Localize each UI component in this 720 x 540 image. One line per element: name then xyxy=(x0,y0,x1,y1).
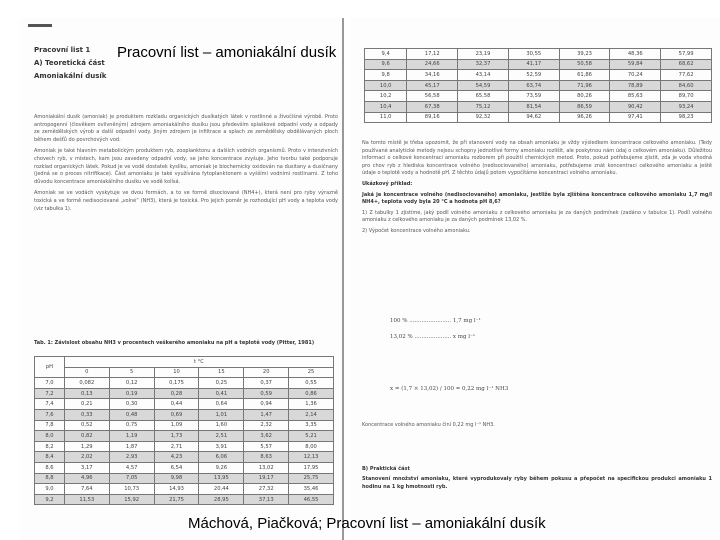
table-cell: 98,23 xyxy=(661,112,712,123)
practical-text: Stanovení množství amoniaku, které vyprodukovaly ryby během pokusu a přepočet na specifickou produkci amoniaku 1 hodinu na 1 kg hmotnosti ryb. xyxy=(362,476,712,490)
theory-text xyxy=(34,114,338,217)
table-header-row xyxy=(35,367,334,378)
table-cell: 4,96 xyxy=(64,473,109,484)
table-cell: 0,37 xyxy=(244,378,289,389)
table-cell: 71,96 xyxy=(559,80,610,91)
table-cell: 0,33 xyxy=(64,409,109,420)
table-cell: 3,91 xyxy=(199,441,244,452)
table-row xyxy=(35,494,334,505)
table-body xyxy=(35,378,334,505)
table-cell: 50,58 xyxy=(559,59,610,70)
table-cell: 41,17 xyxy=(508,59,559,70)
table-cell: 8,00 xyxy=(289,441,334,452)
table-row xyxy=(365,59,712,70)
table-cell: 24,66 xyxy=(407,59,458,70)
proportion-line-1: 100 % ........................ 1,7 mg l⁻¹ xyxy=(390,318,481,324)
table-row xyxy=(35,473,334,484)
table-cell: 7,8 xyxy=(35,420,65,431)
table-cell: 57,99 xyxy=(661,49,712,60)
slide-title: Pracovní list – amoniakální dusík xyxy=(117,44,337,61)
table-row xyxy=(35,484,334,495)
table-cell: 25,75 xyxy=(289,473,334,484)
table-cell: 3,35 xyxy=(289,420,334,431)
table-cell: 1,47 xyxy=(244,409,289,420)
table-cell: 0,175 xyxy=(154,378,199,389)
proportion-line-2: 13,02 % ..................... x mg l⁻¹ xyxy=(390,334,476,340)
table-cell: 1,36 xyxy=(289,399,334,410)
table-row xyxy=(365,91,712,102)
table-cell: 0,55 xyxy=(289,378,334,389)
table-cell: 0,13 xyxy=(64,388,109,399)
paragraph: Amoniak se ve vodách vyskytuje ve dvou formách, a to ve formě disociované (NH4+), která není pro ryby výrazně toxická a ve formě nedisociované „volné“ (NH3), která je toxická. Pro jejich poměr je rozhodující pH vody a teplota vody (viz tabulka 1). xyxy=(34,190,338,212)
practical-heading: B) Praktická část xyxy=(362,466,410,472)
table-row xyxy=(365,112,712,123)
table-cell: 48,36 xyxy=(610,49,661,60)
table-cell: 13,95 xyxy=(199,473,244,484)
section-heading: A) Teoretická část xyxy=(34,59,105,67)
table-cell: 84,60 xyxy=(661,80,712,91)
table-cell: 54,59 xyxy=(458,80,509,91)
topic-heading: Amoniakální dusík xyxy=(34,72,107,80)
table-cell: 52,59 xyxy=(508,70,559,81)
table-cell: 10,73 xyxy=(109,484,154,495)
table-cell: 2,02 xyxy=(64,452,109,463)
table-cell: 27,32 xyxy=(244,484,289,495)
table-header-cell: pH xyxy=(35,357,65,378)
table-cell: 78,89 xyxy=(610,80,661,91)
step-one: 1) Z tabulky 1 zjistíme, jaký podíl volného amoniaku z celkového amoniaku je za daných podmínek (zadáno v tabulce 1). Podíl volného amoniaku z celkového amoniaku je za daných podmínek 13,02 %. xyxy=(362,209,712,224)
table-cell: 8,8 xyxy=(35,473,65,484)
table-cell: 0,64 xyxy=(199,399,244,410)
table-body xyxy=(365,49,712,123)
table-row xyxy=(365,49,712,60)
table-cell: 67,38 xyxy=(407,101,458,112)
table-row xyxy=(35,399,334,410)
table-cell: 59,84 xyxy=(610,59,661,70)
table-cell: 1,73 xyxy=(154,431,199,442)
table-cell: 46,55 xyxy=(289,494,334,505)
table-cell: 1,19 xyxy=(109,431,154,442)
table-cell: 9,26 xyxy=(199,462,244,473)
table-cell: 2,14 xyxy=(289,409,334,420)
table-cell: 89,70 xyxy=(661,91,712,102)
table-cell: 92,32 xyxy=(458,112,509,123)
table-caption: Tab. 1: Závislost obsahu NH3 v procentech veškerého amoniaku na pH a teplotě vody (Pitter, 1981) xyxy=(34,340,315,346)
table-header-cell: 10 xyxy=(154,367,199,378)
table-cell: 0,86 xyxy=(289,388,334,399)
table-cell: 61,86 xyxy=(559,70,610,81)
worksheet-number: Pracovní list 1 xyxy=(34,46,91,54)
table-cell: 80,26 xyxy=(559,91,610,102)
table-row xyxy=(35,409,334,420)
table-cell: 7,0 xyxy=(35,378,65,389)
table-cell: 7,05 xyxy=(109,473,154,484)
table-cell: 0,25 xyxy=(199,378,244,389)
table-cell: 0,59 xyxy=(244,388,289,399)
table-cell: 63,74 xyxy=(508,80,559,91)
table-cell: 2,93 xyxy=(109,452,154,463)
table-cell: 6,54 xyxy=(154,462,199,473)
table-cell: 17,95 xyxy=(289,462,334,473)
table-header-cell: 20 xyxy=(244,367,289,378)
table-row xyxy=(365,70,712,81)
left-worksheet-page xyxy=(20,18,344,540)
table-cell: 65,58 xyxy=(458,91,509,102)
table-cell: 5,21 xyxy=(289,431,334,442)
table-cell: 3,62 xyxy=(244,431,289,442)
table-cell: 0,082 xyxy=(64,378,109,389)
table-cell: 0,75 xyxy=(109,420,154,431)
table-cell: 1,60 xyxy=(199,420,244,431)
table-cell: 23,19 xyxy=(458,49,509,60)
table-cell: 14,93 xyxy=(154,484,199,495)
table-header-row xyxy=(35,357,334,368)
table-cell: 19,17 xyxy=(244,473,289,484)
table-row xyxy=(35,431,334,442)
table-cell: 11,53 xyxy=(64,494,109,505)
table-cell: 10,0 xyxy=(365,80,407,91)
table-cell: 32,37 xyxy=(458,59,509,70)
step-two: 2) Výpočet koncentrace volného amoniaku. xyxy=(362,227,471,234)
table-cell: 0,69 xyxy=(154,409,199,420)
table-cell: 0,19 xyxy=(109,388,154,399)
table-cell: 11,0 xyxy=(365,112,407,123)
table-cell: 77,62 xyxy=(661,70,712,81)
calculation-formula: x = (1,7 × 13,02) / 100 = 0,22 mg l⁻¹ NH3 xyxy=(390,386,509,392)
table-cell: 4,57 xyxy=(109,462,154,473)
table-cell: 1,29 xyxy=(64,441,109,452)
table-row xyxy=(365,101,712,112)
table-cell: 0,82 xyxy=(64,431,109,442)
table-cell: 1,01 xyxy=(199,409,244,420)
table-cell: 0,12 xyxy=(109,378,154,389)
table-cell: 81,54 xyxy=(508,101,559,112)
table-cell: 94,62 xyxy=(508,112,559,123)
table-cell: 2,51 xyxy=(199,431,244,442)
table-cell: 8,4 xyxy=(35,452,65,463)
table-cell: 70,24 xyxy=(610,70,661,81)
table-cell: 20,44 xyxy=(199,484,244,495)
table-cell: 7,4 xyxy=(35,399,65,410)
table-cell: 10,4 xyxy=(365,101,407,112)
table-cell: 89,16 xyxy=(407,112,458,123)
table-cell: 0,41 xyxy=(199,388,244,399)
table-cell: 37,13 xyxy=(244,494,289,505)
example-heading: Ukázkový příklad: xyxy=(362,180,413,187)
table-cell: 0,30 xyxy=(109,399,154,410)
ammonia-table-continued xyxy=(364,48,712,123)
table-cell: 39,23 xyxy=(559,49,610,60)
table-cell: 86,59 xyxy=(559,101,610,112)
table-cell: 1,09 xyxy=(154,420,199,431)
table-cell: 68,62 xyxy=(661,59,712,70)
table-cell: 9,8 xyxy=(365,70,407,81)
table-cell: 9,98 xyxy=(154,473,199,484)
table-cell: 0,52 xyxy=(64,420,109,431)
table-cell: 1,87 xyxy=(109,441,154,452)
result-text: Koncentrace volného amoniaku činí 0,22 mg l⁻¹ NH3. xyxy=(362,422,495,428)
table-row xyxy=(35,378,334,389)
table-cell: 8,6 xyxy=(35,462,65,473)
table-cell: 2,32 xyxy=(244,420,289,431)
table-cell: 12,13 xyxy=(289,452,334,463)
table-header-cell: 15 xyxy=(199,367,244,378)
table-cell: 17,12 xyxy=(407,49,458,60)
table-cell: 30,55 xyxy=(508,49,559,60)
table-row xyxy=(35,462,334,473)
example-question: Jaká je koncentrace volného (nedisociovaného) amoniaku, jestliže byla zjištěna koncentrace celkového amoniaku 1,7 mg/l NH4+, teplota vody byla 20 °C a hodnota pH 8,6? xyxy=(362,191,712,206)
table-header-temp: t °C xyxy=(64,357,333,368)
table-cell: 2,71 xyxy=(154,441,199,452)
table-cell: 75,12 xyxy=(458,101,509,112)
scan-mark xyxy=(28,24,52,27)
table-cell: 43,14 xyxy=(458,70,509,81)
table-cell: 0,48 xyxy=(109,409,154,420)
worksheet-headings xyxy=(34,46,106,85)
explanation-text xyxy=(362,140,712,239)
table-header-cell: 5 xyxy=(109,367,154,378)
table-cell: 0,94 xyxy=(244,399,289,410)
table-row xyxy=(365,80,712,91)
table-cell: 97,41 xyxy=(610,112,661,123)
table-cell: 56,58 xyxy=(407,91,458,102)
table-cell: 8,0 xyxy=(35,431,65,442)
table-cell: 8,63 xyxy=(244,452,289,463)
table-cell: 10,2 xyxy=(365,91,407,102)
table-cell: 7,2 xyxy=(35,388,65,399)
table-row xyxy=(35,388,334,399)
table-row xyxy=(35,441,334,452)
table-cell: 9,6 xyxy=(365,59,407,70)
table-cell: 96,26 xyxy=(559,112,610,123)
table-cell: 28,95 xyxy=(199,494,244,505)
table-cell: 21,75 xyxy=(154,494,199,505)
table-cell: 13,02 xyxy=(244,462,289,473)
paragraph: Na tomto místě je třeba upozornit, že při stanovení vody na obsah amoniaku je vždy výsledkem koncentrace celkového amoniaku. (Tedy používané analytické metody nejsou schopny jednotlivé formy amoniaku rozlišit, ale poskytnou nám údaj o celkovém amoniaku). Důležitou informaci o celkové koncentraci amoniaku rozborem při použití chemických metod. Proto, pokud potřebujeme zjistit, zda je voda vhodná pro chov ryb z hlediska koncentrace volného (nedisociovaného) amoniaku, potřebujeme znát koncentraci celkového amoniaku a ještě údaje o teplotě vody a hodnotě pH. Z těchto údajů potom vypočítáme koncentraci volného amoniaku. xyxy=(362,140,712,177)
table-header-cell: 25 xyxy=(289,367,334,378)
table-cell: 7,64 xyxy=(64,484,109,495)
table-cell: 15,92 xyxy=(109,494,154,505)
table-cell: 7,6 xyxy=(35,409,65,420)
table-cell: 0,21 xyxy=(64,399,109,410)
paragraph: Amoniak je také hlavním metabolickým produktem ryb, zooplanktonu a dalších vodních organismů. Proto v intenzivních chovech ryb, v místech, kam jsou zavedeny odpadní vody, se jeho koncentrace zvyšuje. Jeho tvorbu také podporuje rozklad organických látek. Pokud je ve vodě dostatek kyslíku, amoniak je biochemicky oxidován na dusitany a dusičnany (jedná se o proces nitrifikace). Část amoniaku je také využívána fytoplanktonem a vyššími vodními rostlinami. Z toho důvodu koncentrace amoniakálního dusíku ve vodě kolísá. xyxy=(34,148,338,185)
table-cell: 35,46 xyxy=(289,484,334,495)
table-cell: 4,23 xyxy=(154,452,199,463)
table-cell: 93,24 xyxy=(661,101,712,112)
table-cell: 5,57 xyxy=(244,441,289,452)
table-cell: 85,63 xyxy=(610,91,661,102)
table-cell: 0,44 xyxy=(154,399,199,410)
table-cell: 73,59 xyxy=(508,91,559,102)
ammonia-table xyxy=(34,356,334,505)
paragraph: Amoniakální dusík (amoniak) je produktem rozkladu organických dusíkatých látek v rostlinné a živočišné výrobě. Proto antropogenní (člověkem ovlivněným) zdrojem amoniakálního dusíku jsou především splaškové odpadní vody a odpady ze zemědělských výrob a další odpadní vody. Jiným zdrojem je infiltrace a splach ze zemědělsky obdělávaných ploch během dešťů do povrchových vod. xyxy=(34,114,338,143)
table-cell: 6,06 xyxy=(199,452,244,463)
right-worksheet-page xyxy=(350,18,720,540)
table-cell: 9,2 xyxy=(35,494,65,505)
slide-footer: Máchová, Piačková; Pracovní list – amoniakální dusík xyxy=(188,515,546,532)
table-cell: 34,16 xyxy=(407,70,458,81)
table-header-cell: 0 xyxy=(64,367,109,378)
table-cell: 9,0 xyxy=(35,484,65,495)
table-row xyxy=(35,420,334,431)
table-row xyxy=(35,452,334,463)
table-cell: 0,28 xyxy=(154,388,199,399)
table-cell: 9,4 xyxy=(365,49,407,60)
table-cell: 90,42 xyxy=(610,101,661,112)
table-cell: 3,17 xyxy=(64,462,109,473)
table-cell: 8,2 xyxy=(35,441,65,452)
table-cell: 45,17 xyxy=(407,80,458,91)
